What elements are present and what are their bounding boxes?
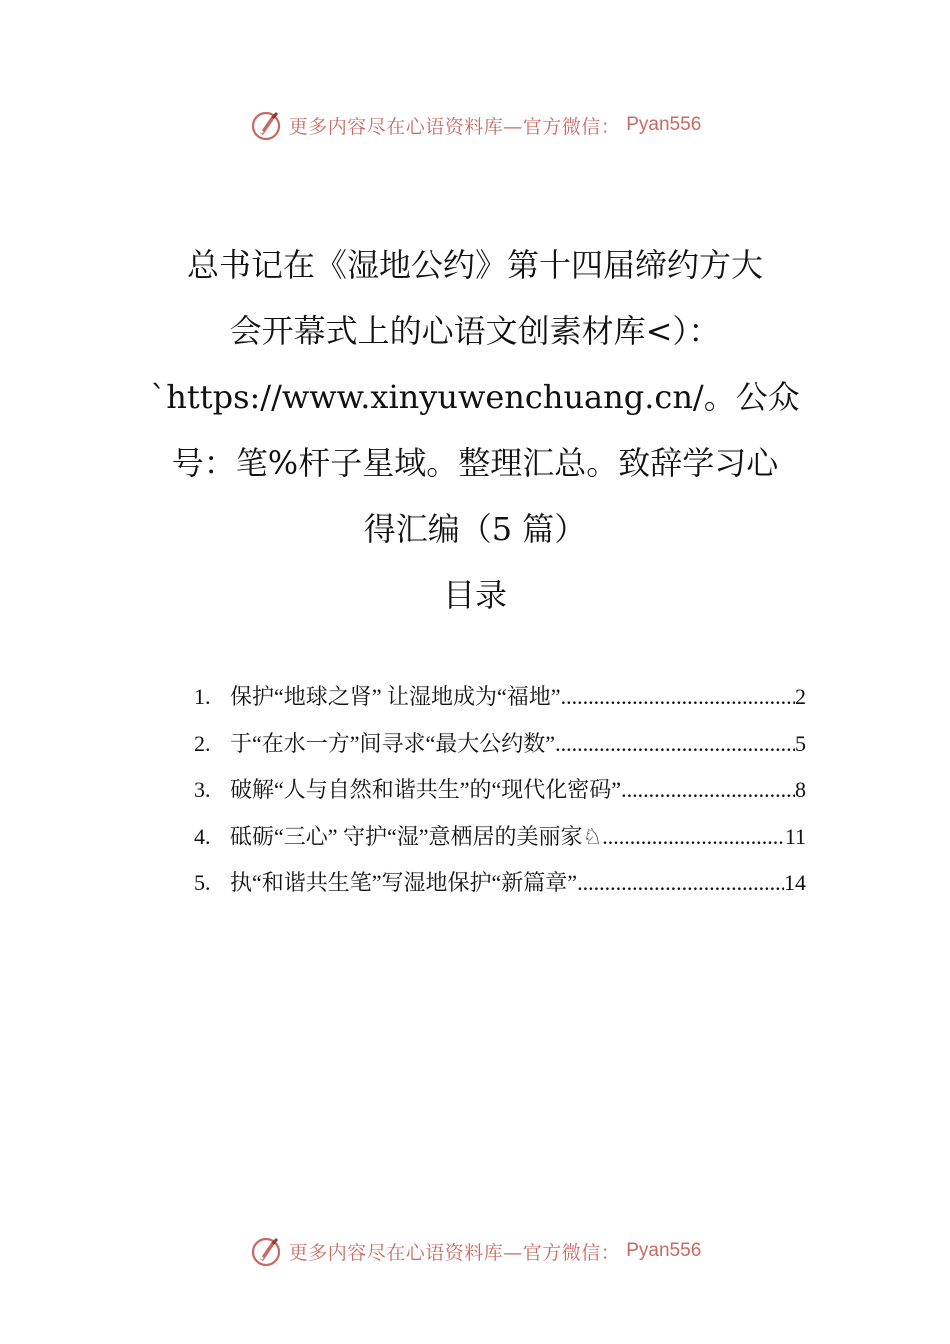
banner-wechat-id: Pyan556 bbox=[626, 114, 702, 135]
toc-entry-page: 8 bbox=[795, 777, 806, 802]
title-line-4: 号：笔%杆子星域。整理汇总。致辞学习心 bbox=[171, 444, 779, 482]
title-line-3: `https://www.xinyuwenchuang.cn/。公众 bbox=[150, 378, 800, 416]
toc-entry-page: 2 bbox=[795, 684, 806, 709]
toc-entry-page: 11 bbox=[784, 823, 806, 849]
title-line-5: 得汇编（5 篇） bbox=[363, 510, 587, 548]
title-line-2: 会开幕式上的心语文创素材库<）： bbox=[229, 312, 721, 350]
toc-entry-number: 3. bbox=[194, 777, 211, 802]
title-line-1: 总书记在《湿地公约》第十四届缔约方大 bbox=[186, 246, 763, 284]
toc-dot-leader bbox=[602, 824, 785, 850]
banner-text: 更多内容尽在心语资料库—官方微信： bbox=[288, 115, 621, 138]
banner-wechat-id: Pyan556 bbox=[626, 1240, 702, 1261]
toc-entry-title: 破解“人与自然和谐共生”的“现代化密码” bbox=[230, 777, 622, 802]
toc-entry-title: 于“在水一方”间寻求“最大公约数” bbox=[230, 730, 556, 756]
toc-heading: 目录 bbox=[442, 576, 507, 614]
header-watermark-banner bbox=[0, 108, 950, 142]
toc-entry-title: 砥砺“三心” 守护“湿”意栖居的美丽家♘ bbox=[230, 823, 603, 849]
pen-nib-circle-icon bbox=[249, 108, 283, 142]
banner-text: 更多内容尽在心语资料库—官方微信： bbox=[288, 1241, 621, 1264]
table-of-contents bbox=[194, 680, 806, 913]
pen-nib-circle-icon bbox=[249, 1234, 283, 1268]
toc-dot-leader bbox=[561, 684, 795, 710]
toc-entry[interactable] bbox=[194, 727, 806, 774]
toc-entry[interactable] bbox=[194, 820, 806, 867]
toc-entry-page: 14 bbox=[784, 870, 806, 895]
toc-entry-page: 5 bbox=[795, 730, 806, 756]
toc-entry-number: 1. bbox=[194, 684, 211, 709]
toc-entry[interactable] bbox=[194, 773, 806, 820]
toc-entry[interactable] bbox=[194, 680, 806, 727]
toc-dot-leader bbox=[555, 731, 795, 757]
toc-entry-number: 5. bbox=[194, 870, 211, 895]
toc-entry-title: 执“和谐共生笔”写湿地保护“新篇章” bbox=[230, 870, 578, 895]
toc-entry-number: 2. bbox=[194, 730, 211, 756]
toc-entry-title: 保护“地球之肾” 让湿地成为“福地” bbox=[230, 684, 561, 709]
toc-dot-leader bbox=[621, 777, 795, 803]
toc-dot-leader bbox=[577, 870, 784, 896]
toc-entry-number: 4. bbox=[194, 823, 211, 849]
footer-watermark-banner bbox=[0, 1234, 950, 1268]
document-title bbox=[110, 232, 840, 562]
toc-entry[interactable] bbox=[194, 866, 806, 913]
